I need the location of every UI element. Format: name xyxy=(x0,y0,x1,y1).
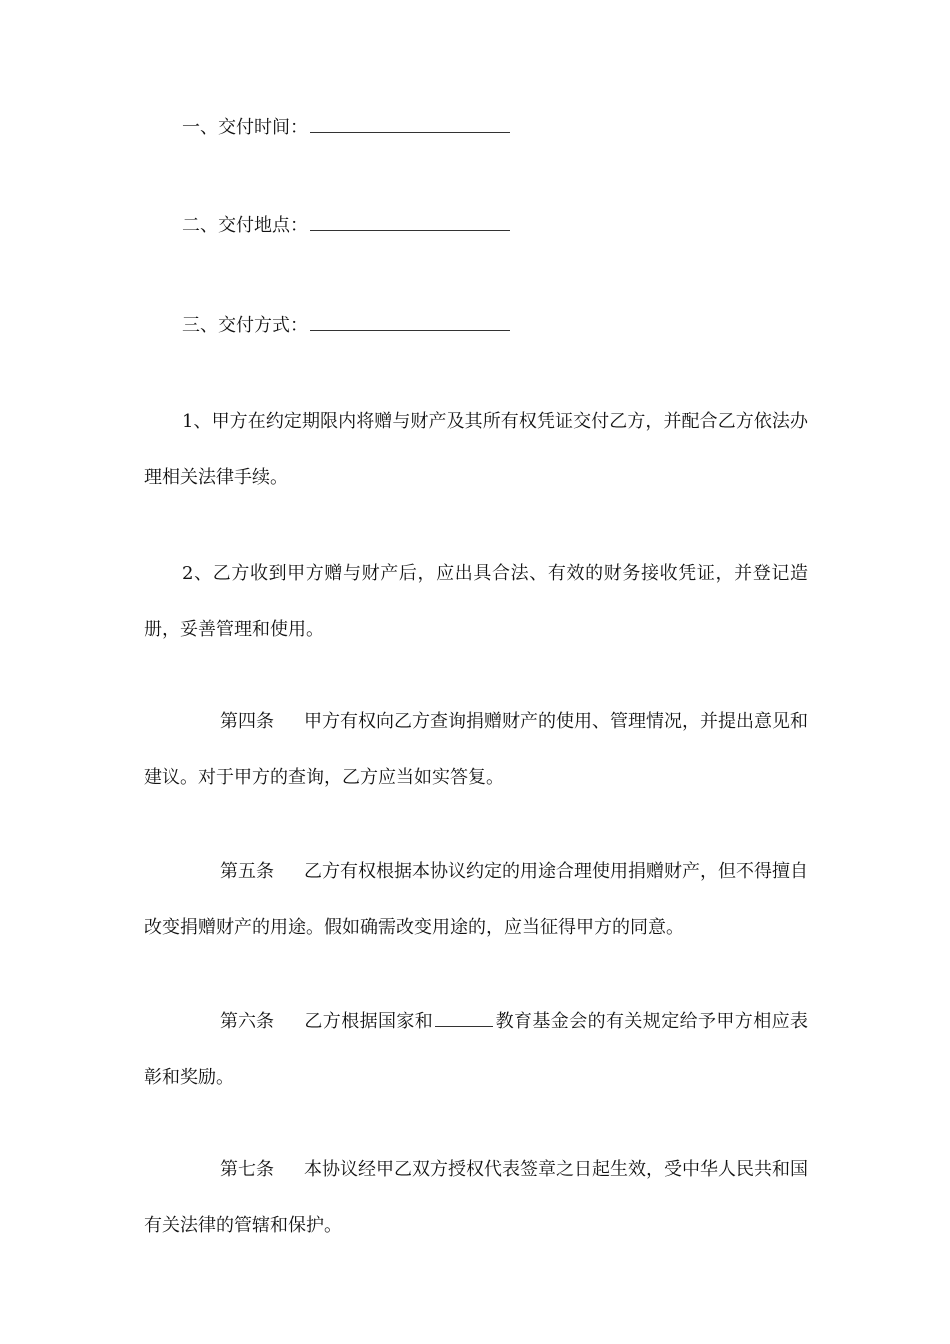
article-7-text: 本协议经甲乙双方授权代表签章之日起生效，受中华人民共和国有关法律的管辖和保护。 xyxy=(144,1159,808,1236)
delivery-place-blank xyxy=(310,216,510,231)
article-7-paragraph xyxy=(144,1142,808,1254)
delivery-place-label: 二、交付地点： xyxy=(182,215,308,236)
clause-2-paragraph: 2、乙方收到甲方赠与财产后，应出具合法、有效的财务接收凭证，并登记造册，妥善管理和使用。 xyxy=(144,563,808,640)
delivery-time-label: 一、交付时间： xyxy=(182,117,308,138)
delivery-method-line xyxy=(182,314,510,338)
article-6-paragraph xyxy=(144,994,808,1106)
article-4-paragraph xyxy=(144,694,808,806)
foundation-name-blank xyxy=(435,1012,493,1027)
article-7-number: 第七条 xyxy=(220,1159,274,1180)
article-5-paragraph xyxy=(144,844,808,956)
article-6-text-after: 教育基金会的有关规定给予甲方相应表彰和奖励。 xyxy=(144,1011,809,1088)
article-5-number: 第五条 xyxy=(220,861,274,882)
delivery-time-line xyxy=(182,116,510,140)
delivery-method-blank xyxy=(310,316,510,331)
delivery-place-line xyxy=(182,214,510,238)
article-5-text: 乙方有权根据本协议约定的用途合理使用捐赠财产，但不得擅自改变捐赠财产的用途。假如确需改变用途的，应当征得甲方的同意。 xyxy=(144,861,808,938)
delivery-method-label: 三、交付方式： xyxy=(182,315,308,336)
article-4-text: 甲方有权向乙方查询捐赠财产的使用、管理情况，并提出意见和建议。对于甲方的查询，乙方应当如实答复。 xyxy=(144,711,808,788)
article-6-text-before: 乙方根据国家和 xyxy=(304,1011,434,1032)
article-4-number: 第四条 xyxy=(220,711,274,732)
clause-1-paragraph: 1、甲方在约定期限内将赠与财产及其所有权凭证交付乙方，并配合乙方依法办理相关法律手续。 xyxy=(144,411,808,488)
delivery-time-blank xyxy=(310,118,510,133)
article-6-number: 第六条 xyxy=(220,1011,274,1032)
